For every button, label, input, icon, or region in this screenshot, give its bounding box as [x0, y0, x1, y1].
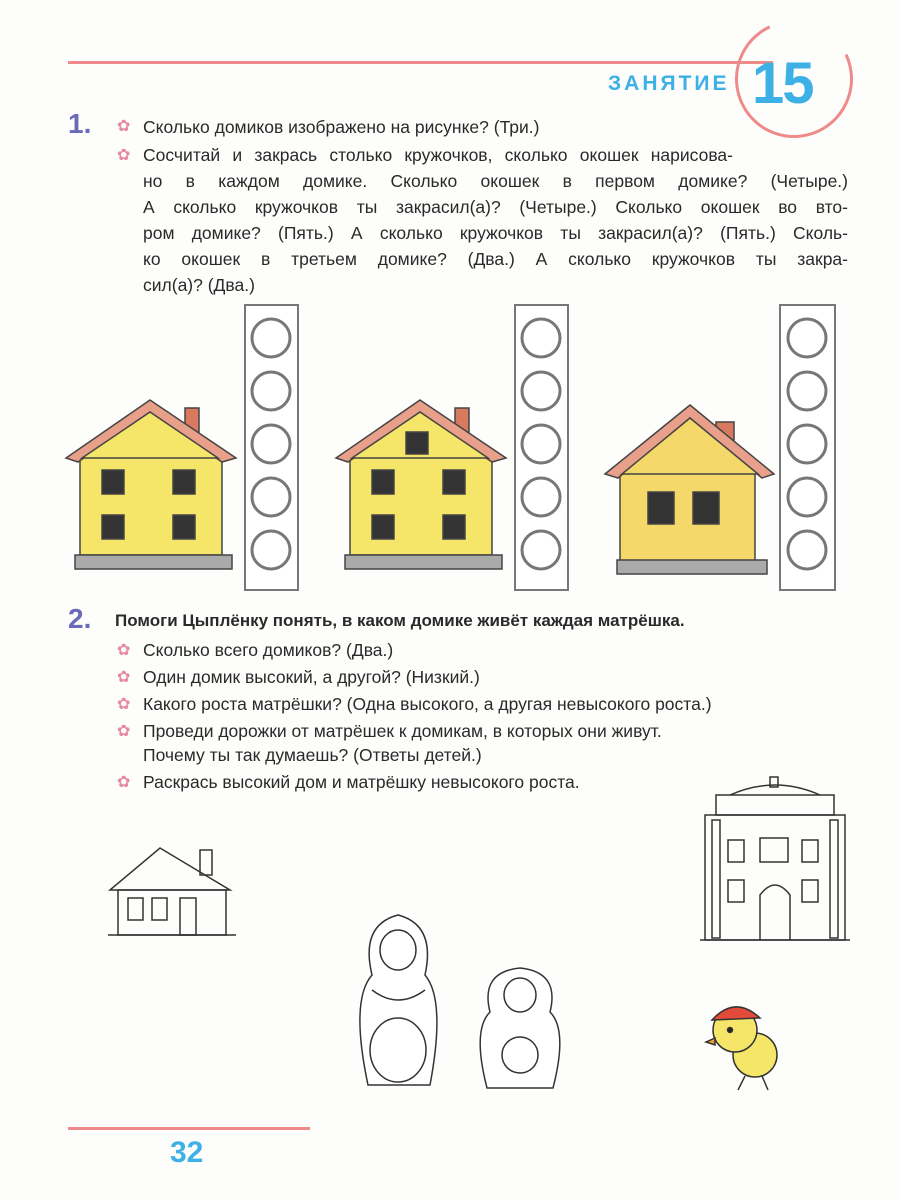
lesson-number: 15: [752, 51, 813, 116]
task-2-question-3: Какого роста матрёшки? (Одна высокого, а другая невысокого роста.): [143, 694, 712, 714]
task-2-number: 2.: [68, 603, 92, 634]
flower-bullet-icon: ✿: [117, 147, 131, 164]
task-1-q2-line: ко окошек в третьем домике? (Два.) А сколько кружочков ты закра-: [143, 249, 848, 269]
task-2-question-1: Сколько всего домиков? (Два.): [143, 640, 394, 660]
short-matryoshka: [480, 968, 560, 1088]
circle-column-2[interactable]: [515, 305, 568, 590]
task-2-question-5: Раскрась высокий дом и матрёшку невысокого роста.: [143, 772, 580, 792]
page-number: 32: [170, 1136, 204, 1169]
task-2-question-4: Проведи дорожки от матрёшек к домикам, в которых они живут.: [143, 721, 662, 741]
tall-matryoshka: [360, 915, 437, 1085]
flower-bullet-icon: ✿: [117, 774, 131, 791]
house-1: [66, 400, 236, 569]
task-1-question-1: Сколько домиков изображено на рисунке? (Три.): [143, 117, 540, 137]
task-2-intro: Помоги Цыплёнку понять, в каком домике живёт каждая матрёшка.: [115, 611, 685, 630]
lesson-label: ЗАНЯТИЕ: [608, 72, 730, 95]
task-1-q2-line: но в каждом домике. Сколько окошек в первом домике? (Четыре.): [143, 171, 848, 191]
tall-house-drawing: [700, 777, 850, 940]
flower-bullet-icon: ✿: [117, 669, 131, 686]
flower-bullet-icon: ✿: [117, 642, 131, 659]
flower-bullet-icon: ✿: [117, 723, 131, 740]
flower-bullet-icon: ✿: [117, 118, 131, 135]
low-house-drawing: [108, 848, 236, 935]
task-2-question-2: Один домик высокий, а другой? (Низкий.): [143, 667, 480, 687]
task-1-q2-line: Сосчитай и закрась столько кружочков, сколько окошек нарисова-: [143, 145, 733, 165]
flower-bullet-icon: ✿: [117, 696, 131, 713]
house-2: [336, 400, 506, 569]
house-3: [605, 405, 774, 574]
circle-column-3[interactable]: [780, 305, 835, 590]
footer-rule: [68, 1127, 310, 1130]
chick-character: [706, 1007, 777, 1090]
task-1-q2-line: сил(а)? (Два.): [143, 275, 255, 295]
task-1-q2-line: ром домике? (Пять.) А сколько кружочков ты закрасил(а)? (Пять.) Сколь-: [143, 223, 848, 243]
task-1-q2-line: А сколько кружочков ты закрасил(а)? (Четыре.) Сколько окошек во вто-: [143, 197, 848, 217]
task-1-number: 1.: [68, 108, 92, 139]
circle-column-1[interactable]: [245, 305, 298, 590]
task-2-question-4-cont: Почему ты так думаешь? (Ответы детей.): [143, 745, 482, 765]
